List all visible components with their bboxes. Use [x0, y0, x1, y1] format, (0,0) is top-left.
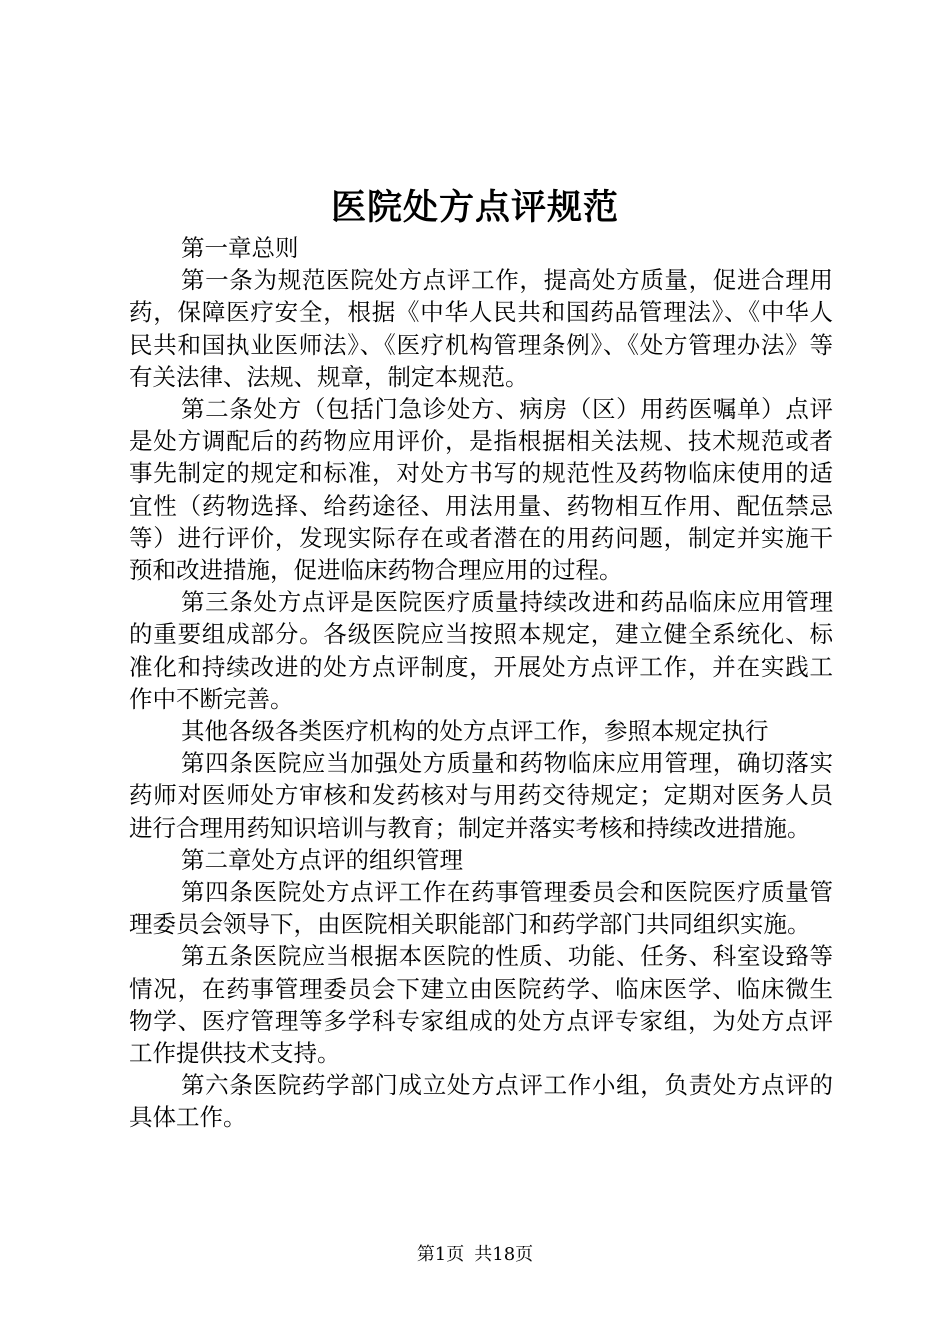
article-paragraph: 第四条医院处方点评工作在药事管理委员会和医院医疗质量管理委员会领导下，由医院相关职能部门和药学部门共同组织实施。 — [129, 878, 833, 939]
article-paragraph: 第三条处方点评是医院医疗质量持续改进和药品临床应用管理的重要组成部分。各级医院应当按照本规定，建立健全系统化、标准化和持续改进的处方点评制度，开展处方点评工作，并在实践工作中不断完善。 — [129, 588, 833, 713]
document-title: 医院处方点评规范 — [330, 187, 619, 228]
article-paragraph: 其他各级各类医疗机构的处方点评工作，参照本规定执行 — [181, 717, 769, 746]
article-paragraph: 第六条医院药学部门成立处方点评工作小组，负责处方点评的具体工作。 — [129, 1071, 833, 1132]
document-body — [129, 232, 833, 1134]
chapter-heading: 第二章处方点评的组织管理 — [181, 845, 463, 874]
page-total: 共18页 — [474, 1244, 534, 1265]
page-number: 第1页 — [416, 1244, 465, 1265]
article-paragraph: 第一条为规范医院处方点评工作，提高处方质量，促进合理用药，保障医疗安全，根据《中华人民共和国药品管理法》、《中华人民共和国执业医师法》、《医疗机构管理条例》、《处方管理办法》等有关法律、法规、规章，制定本规范。 — [129, 266, 833, 391]
article-paragraph: 第二条处方（包括门急诊处方、病房（区）用药医嘱单）点评是处方调配后的药物应用评价，是指根据相关法规、技术规范或者事先制定的规定和标准，对处方书写的规范性及药物临床使用的适宜性（药物选择、给药途径、用法用量、药物相互作用、配伍禁忌等）进行评价，发现实际存在或者潜在的用药问题，制定并实施干预和改进措施，促进临床药物合理应用的过程。 — [129, 395, 833, 585]
chapter-heading: 第一章总则 — [181, 234, 299, 262]
page-footer — [0, 1242, 950, 1268]
article-paragraph: 第五条医院应当根据本医院的性质、功能、任务、科室设臵等情况，在药事管理委员会下建立由医院药学、临床医学、临床微生物学、医疗管理等多学科专家组成的处方点评专家组，为处方点评工作提供技术支持。 — [129, 942, 833, 1068]
article-paragraph: 第四条医院应当加强处方质量和药物临床应用管理，确切落实药师对医师处方审核和发药核对与用药交待规定；定期对医务人员进行合理用药知识培训与教育；制定并落实考核和持续改进措施。 — [129, 749, 833, 842]
